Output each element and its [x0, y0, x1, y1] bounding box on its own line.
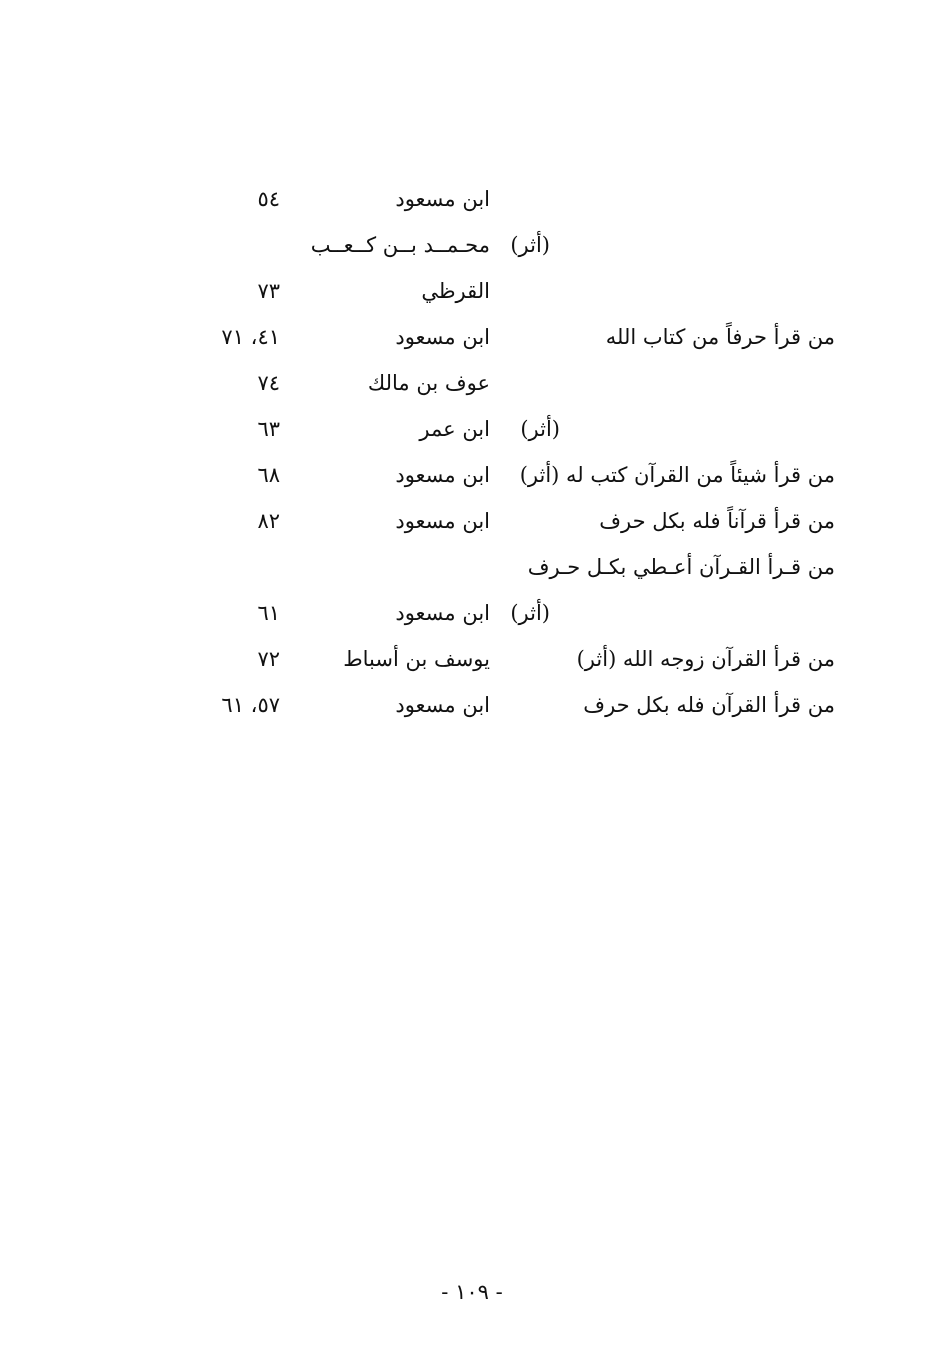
narrator: ابن مسعود	[395, 463, 490, 487]
index-row	[170, 360, 840, 406]
page-refs: ٦٨	[257, 463, 280, 487]
page-refs: ٧٤	[257, 371, 280, 395]
page-number: - ١٠٩ -	[441, 1280, 503, 1304]
index-row	[170, 268, 840, 314]
index-row	[170, 590, 840, 636]
page-refs: ٦٣	[257, 417, 280, 441]
hadith-text: من قرأ شيئاً من القرآن كتب له (أثر)	[519, 463, 835, 487]
narrator: ابن مسعود	[395, 187, 490, 211]
narrator: يوسف بن أسباط	[343, 647, 490, 671]
narrator: ابن مسعود	[395, 325, 490, 349]
narrator: ابن مسعود	[395, 693, 490, 717]
hadith-text: من قرأ القرآن فله بكل حرف	[583, 693, 835, 717]
page-refs: ٥٧، ٦١	[221, 693, 280, 717]
hadith-index-table	[170, 176, 840, 728]
hadith-text: (أثر)	[520, 417, 560, 441]
index-row	[170, 222, 840, 268]
page-refs: ٧٣	[257, 279, 280, 303]
narrator: ابن مسعود	[395, 601, 490, 625]
hadith-text: من قرأ قرآناً فله بكل حرف	[599, 509, 835, 533]
hadith-text: (أثر)	[510, 233, 550, 257]
index-row	[170, 452, 840, 498]
index-row	[170, 682, 840, 728]
index-row	[170, 636, 840, 682]
hadith-text: من قرأ حرفاً من كتاب الله	[605, 325, 835, 349]
index-row	[170, 314, 840, 360]
page-refs: ٨٢	[257, 509, 280, 533]
page-refs: ٦١	[257, 601, 280, 625]
narrator: عوف بن مالك	[367, 371, 490, 395]
hadith-text: (أثر)	[510, 601, 550, 625]
page-refs: ٤١، ٧١	[221, 325, 280, 349]
index-row	[170, 544, 840, 590]
index-row	[170, 176, 840, 222]
page-refs: ٧٢	[257, 647, 280, 671]
page-refs: ٥٤	[257, 187, 280, 211]
hadith-text: من قرأ القرآن زوجه الله (أثر)	[576, 647, 835, 671]
narrator: ابن عمر	[419, 417, 490, 441]
hadith-text: من قـرأ القـرآن أعـطي بكـل حـرف	[527, 555, 835, 579]
index-row	[170, 498, 840, 544]
narrator: ابن مسعود	[395, 509, 490, 533]
narrator: القرظي	[421, 279, 490, 303]
narrator: محـمــد بــن كــعــب	[310, 233, 490, 257]
index-row	[170, 406, 840, 452]
